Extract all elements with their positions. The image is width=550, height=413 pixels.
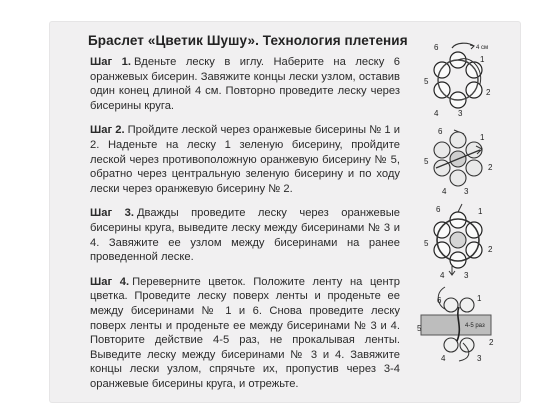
bead-number: 1 [480,55,485,64]
steps-list [90,55,400,401]
bead-number: 3 [458,109,463,118]
step-label: Шаг 3. [90,207,134,220]
bead-number: 6 [438,127,443,136]
bead-number: 1 [480,133,485,142]
bead-number: 2 [486,88,491,97]
bead-number: 2 [489,338,494,347]
bead-number: 3 [464,187,469,196]
bead-number: 5 [424,157,429,166]
step-label: Шаг 4. [90,275,130,288]
step-2-diagram [418,124,498,196]
step-text: Дважды проведите леску через оранжевые бисерины круга, выведите леску между бисеринами № 3 и 4. Завяжите ее узлом между бисеринами на ранее проведенной леске. [90,207,400,264]
bead-number: 4 [434,109,439,118]
bead-number: 6 [434,43,439,52]
bead-number: 3 [464,271,469,280]
bead-number: 1 [478,207,483,216]
page-title: Браслет «Цветик Шушу». Технология плетения [88,33,408,48]
step-1 [90,55,400,113]
bead-number: 6 [436,205,441,214]
bead-number: 3 [477,354,482,363]
step-label: Шаг 1. [90,56,131,68]
bead-number: 5 [424,77,429,86]
step-1-diagram [418,40,498,120]
step-label: Шаг 2. [90,124,125,137]
step-text: Пройдите леской через оранжевые бисерины № 1 и 2. Наденьте на леску 1 зеленую бисерину, пройдите леской через противоположную оранжевую бисерину № 5, обратно через центральную зеленую бисерину и по ходу лески через оранжевую бисерину № 2. [90,124,400,195]
step-2 [90,123,400,196]
bead-number: 4 [442,187,447,196]
bead-number: 4 [440,271,445,280]
bead-number: 2 [488,163,493,172]
step-4-diagram [415,283,497,365]
bead-number: 4 [441,354,446,363]
step-text: Вденьте леску в иглу. Наберите на леску 6 оранжевых бисерин. Завяжите концы лески узлом, оставив один конец длиной 4 см. Повторно проведите леску через бисерины круга. [90,56,400,112]
step-text: Переверните цветок. Положите ленту на центр цветка. Проведите леску поверх ленты и проденьте ее между бисеринами № 1 и 6. Снова проведите леску поверх ленты и проденьте ее между бисеринами № 3 и 4. Повторите действие 4-5 раз, не прокалывая ленты. Выведите леску между бисеринами № 3 и 4. Завяжите концы лески узлом, спрячьте их, пропустив через 3-4 оранжевые бисерины круга, и отрежьте. [90,275,400,390]
repeat-note: 4-5 раз [465,323,485,329]
bead-number: 2 [488,245,493,254]
bead-number: 5 [417,324,422,333]
step-3-diagram [418,200,498,280]
step-3 [90,206,400,264]
bead-number: 5 [424,239,429,248]
bead-number: 1 [477,294,482,303]
length-note: 4 см [476,45,489,51]
bead-number: 6 [437,296,442,305]
step-4 [90,275,400,392]
